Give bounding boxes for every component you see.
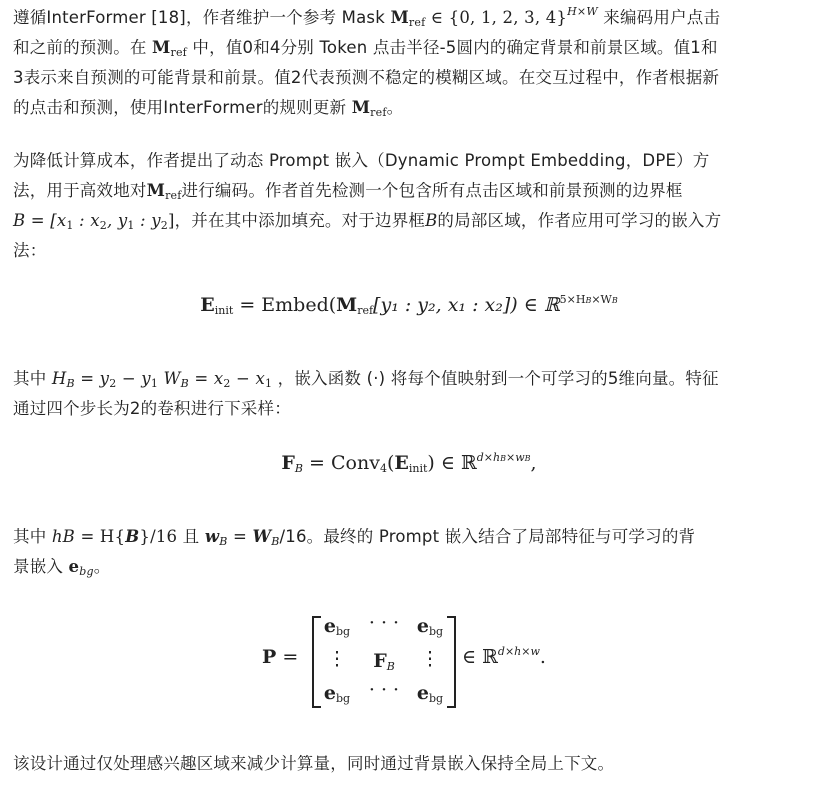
matrix-cell-bottom-right: $e_{bg}$	[416, 682, 444, 705]
p2-line-4: 法：	[13, 241, 47, 260]
paragraph-dpe	[13, 146, 805, 266]
p2-line-1: 为降低计算成本，作者提出了动态 Prompt 嵌入（Dynamic Prompt Embedding，DPE）方	[13, 151, 710, 170]
matrix-lhs: P =	[262, 646, 299, 668]
matrix-cell-top-middle: · · ·	[368, 612, 400, 634]
p2-line-3: $B = [x_1$ : $x_2$, $y_1$ : $y_2$]，并在其中添加填充。对于边界框B的局部区域，作者应用可学习的嵌入方	[13, 211, 722, 232]
matrix-cell-top-left: $e_{bg}$	[323, 615, 351, 638]
equation-conv: $F_B$ = $Conv_4(E_{init})$ ∈ ℝ$^{d\times hB\times wB}$,	[281, 451, 537, 475]
p4-line-1: 其中 hB = H{B}/16 且 $w_B = W_B/16$。最终的 Prompt 嵌入结合了局部特征与可学习的背	[13, 527, 696, 548]
matrix-cell-middle-right: ⋮	[420, 648, 440, 670]
p3-line-2: 通过四个步长为2的卷积进行下采样：	[13, 399, 291, 418]
matrix-cell-top-right: $e_{bg}$	[416, 615, 444, 638]
paragraph-reference-mask	[13, 3, 805, 123]
p1-line-3: 3表示来自预测的可能背景和前景。值2代表预测不稳定的模糊区域。在交互过程中，作者根据新	[13, 68, 720, 87]
matrix-right-bracket	[447, 616, 456, 708]
equation-embed: $E_{init}$ = $Embed(M_{ref}[y_1$ : y₂, x₁ : x₂]) ∈ ℝ$^{5\times HB\times WB}$	[200, 293, 618, 317]
p4-line-2: 景嵌入 $e_{bg}$。	[13, 557, 111, 578]
matrix-cell-bottom-left: $e_{bg}$	[323, 682, 351, 705]
matrix-rhs: ∈ ℝ$^{d\times h\times w}$.	[462, 645, 546, 668]
paragraph-embed-explain	[13, 364, 805, 424]
matrix-cell-center: $F_B$	[373, 650, 395, 673]
paragraph-prompt-embed	[13, 522, 805, 582]
matrix-cell-bottom-middle: · · ·	[368, 679, 400, 701]
p1-line-4: 的点击和预测，使用InterFormer的规则更新 $M_{ref}$。	[13, 98, 404, 119]
p3-line-1: 其中 $H_B = y_2 - y_1$ $W_B = x_2 - x_1$ ，嵌入函数 (·) 将每个值映射到一个可学习的5维向量。特征	[13, 369, 719, 390]
p5-line-1: 该设计通过仅处理感兴趣区域来减少计算量，同时通过背景嵌入保持全局上下文。	[13, 754, 615, 773]
p1-line-2: 和之前的预测。在 $M_{ref}$ 中，值0和4分别 Token 点击半径-5圆内的确定背景和前景区域。值1和	[13, 38, 718, 59]
p1-line-1: 遵循InterFormer [18]，作者维护一个参考 Mask $M_{ref}$ ∈ {0, 1, 2, 3, 4}$^{H\times W}$ 来编码用户点击	[13, 5, 721, 29]
p2-line-2: 法，用于高效地对$M_{ref}$进行编码。作者首先检测一个包含所有点击区域和前景预测的边界框	[13, 181, 683, 202]
matrix-cell-middle-left: ⋮	[327, 648, 347, 670]
paragraph-conclusion	[13, 749, 805, 779]
